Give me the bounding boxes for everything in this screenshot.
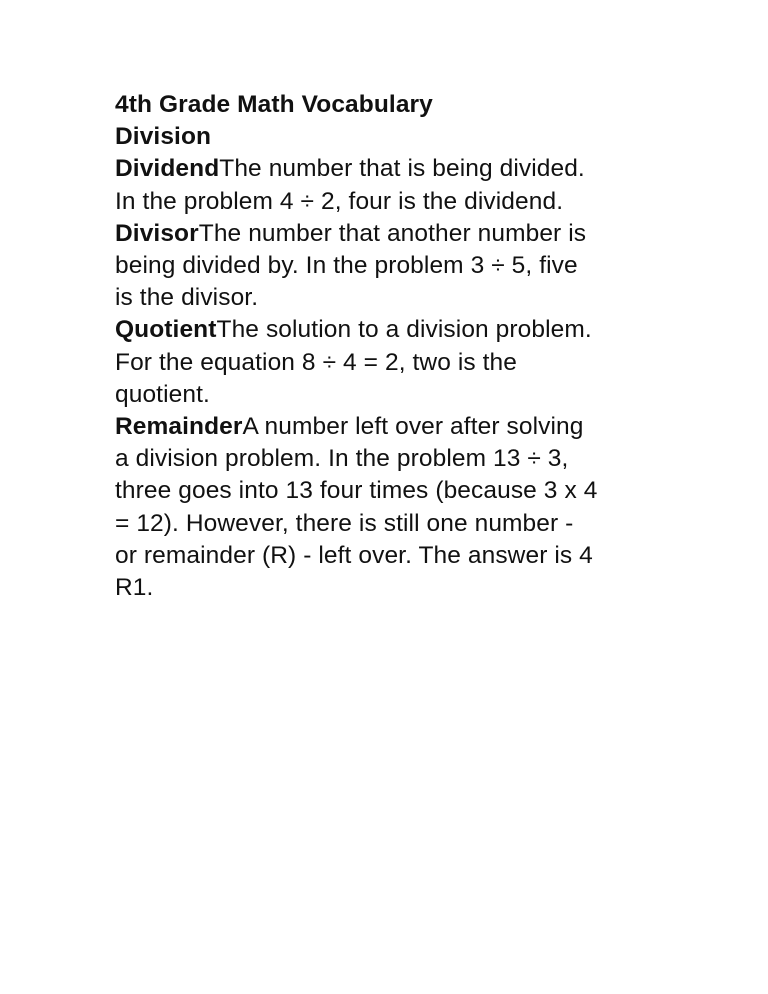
entry-remainder-line-1 — [115, 411, 655, 443]
definition-text: The number that is being divided. — [219, 155, 585, 183]
definition-text: In the problem 4 ÷ 2, four is the dividend. — [115, 187, 564, 215]
definition-text: A number left over after solving — [242, 413, 584, 441]
definition-text: being divided by. In the problem 3 ÷ 5, five — [115, 252, 578, 280]
entry-divisor-line-1 — [115, 218, 655, 250]
definition-text: For the equation 8 ÷ 4 = 2, two is the — [115, 348, 517, 376]
definition-text: = 12). However, there is still one number - — [115, 509, 574, 537]
definition-text: The solution to a division problem. — [216, 316, 592, 344]
definition-text: is the divisor. — [115, 284, 259, 312]
definition-text: or remainder (R) - left over. The answer is 4 — [115, 541, 593, 569]
entry-quotient-line-1 — [115, 314, 655, 346]
term-divisor: Divisor — [115, 219, 199, 247]
term-dividend: Dividend — [115, 155, 220, 183]
term-remainder: Remainder — [115, 413, 243, 441]
definition-text: three goes into 13 four times (because 3 x 4 — [115, 477, 598, 505]
definition-text: R1. — [115, 574, 154, 602]
term-quotient: Quotient — [115, 316, 217, 344]
definition-text: The number that another number is — [198, 219, 587, 247]
document-page — [115, 89, 655, 604]
entry-dividend-line-1 — [115, 153, 655, 185]
definition-text: quotient. — [115, 380, 210, 408]
document-subtitle: Division — [115, 123, 212, 151]
definition-text: a division problem. In the problem 13 ÷ 3, — [115, 445, 569, 473]
document-title: 4th Grade Math Vocabulary — [115, 91, 433, 118]
